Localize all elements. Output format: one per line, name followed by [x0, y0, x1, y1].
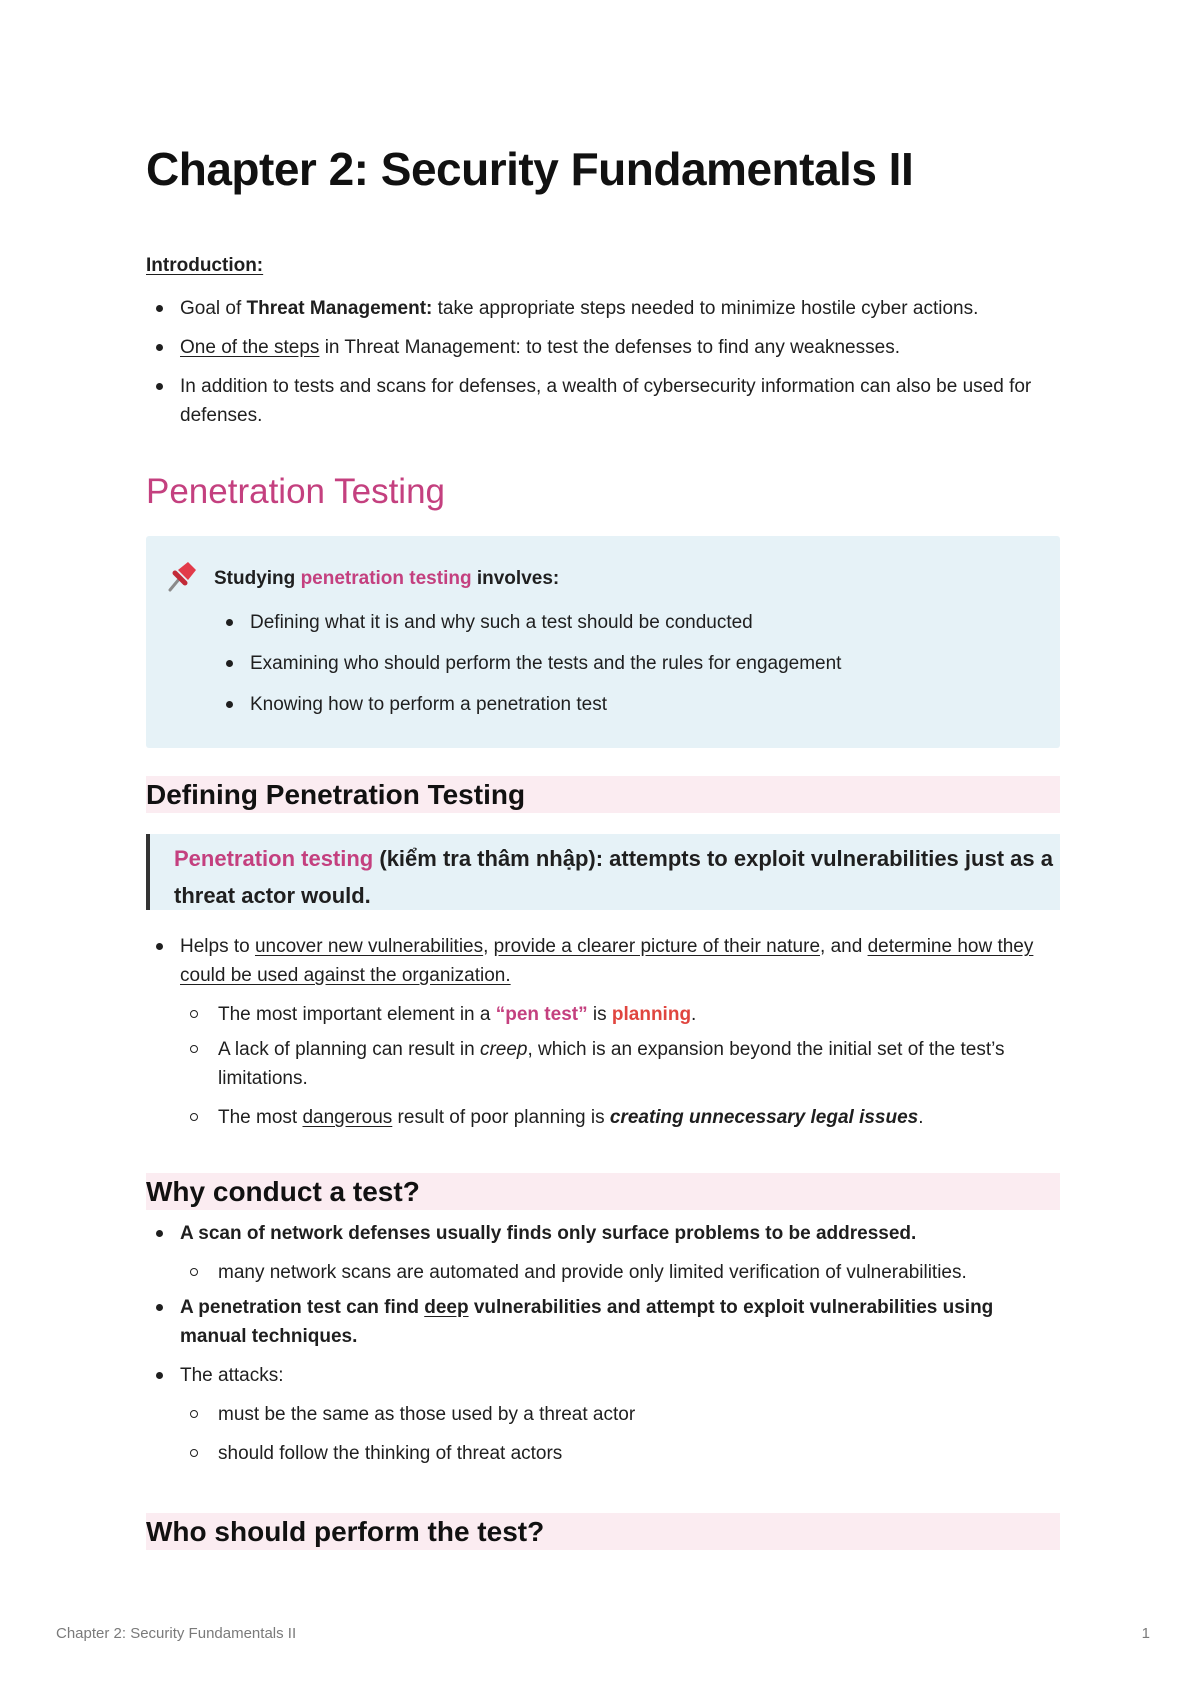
list-item: Defining what it is and why such a test should be conducted [216, 608, 1036, 637]
callout-heading: Studying penetration testing involves: [214, 568, 560, 589]
heading-who: Who should perform the test? [146, 1513, 1060, 1550]
list-item: A penetration test can find deep vulnerabilities and attempt to exploit vulnerabilities using manual techniques. [146, 1293, 1060, 1351]
list-item: Knowing how to perform a penetration test [216, 690, 1036, 719]
list-item: A scan of network defenses usually finds only surface problems to be addressed. [146, 1219, 1060, 1248]
sub-list-item: must be the same as those used by a threat actor [146, 1400, 1060, 1429]
list-item: Examining who should perform the tests and the rules for engagement [216, 649, 1036, 678]
page-number: 1 [1141, 1625, 1150, 1642]
footer-title: Chapter 2: Security Fundamentals II [56, 1625, 297, 1642]
page-title: Chapter 2: Security Fundamentals II [146, 143, 914, 195]
list-item: Helps to uncover new vulnerabilities, provide a clearer picture of their nature, and determine how they could be used against the organization. [146, 932, 1060, 990]
pushpin-icon [164, 558, 200, 594]
sub-list-item: A lack of planning can result in creep, which is an expansion beyond the initial set of the test’s limitations. [146, 1035, 1060, 1093]
definition-quote: Penetration testing (kiểm tra thâm nhập): attempts to exploit vulnerabilities just as a threat actor would. [146, 834, 1060, 910]
callout-list [216, 608, 1036, 731]
sub-list-item: should follow the thinking of threat actors [146, 1439, 1060, 1468]
intro-list [146, 294, 1060, 430]
list-item: In addition to tests and scans for defenses, a wealth of cybersecurity information can also be used for defenses. [146, 372, 1060, 430]
list-item: The attacks: [146, 1361, 1060, 1390]
sub-list-item: The most dangerous result of poor planning is creating unnecessary legal issues. [146, 1103, 1060, 1132]
section-heading-penetration: Penetration Testing [146, 472, 446, 511]
callout-box [146, 536, 1060, 748]
list-item: Goal of Threat Management: take appropriate steps needed to minimize hostile cyber actions. [146, 294, 1060, 323]
heading-why: Why conduct a test? [146, 1173, 1060, 1210]
defining-list [146, 932, 1060, 1132]
list-item: One of the steps in Threat Management: to test the defenses to find any weaknesses. [146, 333, 1060, 362]
sub-list-item: many network scans are automated and provide only limited verification of vulnerabilities. [146, 1258, 1060, 1287]
heading-defining: Defining Penetration Testing [146, 776, 1060, 813]
intro-label: Introduction: [146, 255, 264, 276]
sub-list-item: The most important element in a “pen test” is planning. [146, 1000, 1060, 1029]
why-list [146, 1219, 1060, 1468]
